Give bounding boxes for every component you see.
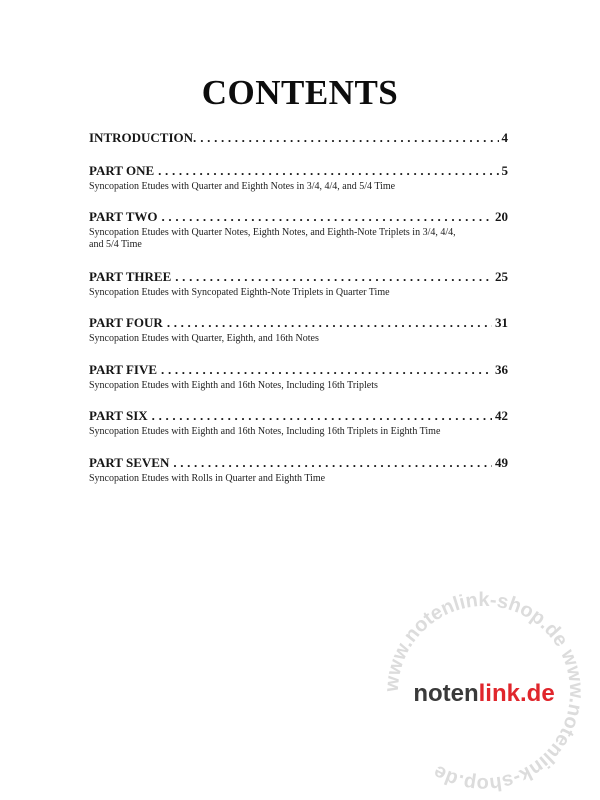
- dot-leader: [167, 315, 492, 331]
- dot-leader: [173, 455, 492, 471]
- dot-leader: [152, 408, 492, 424]
- toc-entry-part-six[interactable]: [89, 408, 508, 438]
- dot-leader: [158, 163, 498, 179]
- watermark-stamp: [372, 570, 600, 800]
- toc-entry-description: Syncopation Etudes with Quarter Notes, Eighth Notes, and Eighth-Note Triplets in 3/4, 4/4, and 5/4 Time: [89, 227, 456, 250]
- watermark-center-text: [413, 680, 554, 707]
- toc-entry-description: Syncopation Etudes with Eighth and 16th Notes, Including 16th Triplets in Eighth Time: [89, 426, 441, 437]
- toc-entry-page: 4: [501, 130, 508, 145]
- toc-entry-introduction[interactable]: [89, 130, 508, 146]
- toc-entry-title: PART THREE: [89, 269, 172, 284]
- toc-entry-page: 20: [495, 209, 508, 224]
- toc-entry-title: PART ONE: [89, 163, 155, 178]
- toc-entry-page: 25: [495, 269, 508, 284]
- toc-entry-part-four[interactable]: [89, 315, 508, 345]
- page-title: CONTENTS: [201, 73, 399, 112]
- watermark-ring-text: www.notenlink-shop.de www.notenlink-shop.de: [380, 588, 588, 796]
- dot-leader: [175, 269, 492, 285]
- toc-entry-title: PART SIX: [89, 408, 148, 423]
- dot-leader: [162, 209, 492, 225]
- toc-entry-page: 49: [495, 455, 508, 470]
- watermark-center-text-part2: link.de: [478, 680, 555, 707]
- toc-entry-description: Syncopation Etudes with Rolls in Quarter and Eighth Time: [89, 473, 326, 484]
- toc-entry-title: PART FIVE: [89, 362, 158, 377]
- toc-entry-part-one[interactable]: [89, 163, 508, 193]
- toc-entry-description: Syncopation Etudes with Quarter and Eighth Notes in 3/4, 4/4, and 5/4 Time: [89, 181, 396, 192]
- toc-entry-page: 5: [501, 163, 508, 178]
- toc-entry-page: 36: [495, 362, 508, 377]
- dot-leader: [200, 130, 498, 146]
- dot-leader: [161, 362, 492, 378]
- toc-entry-title: PART SEVEN: [89, 455, 170, 470]
- toc-entry-page: 42: [495, 408, 508, 423]
- toc-entry-title: PART FOUR: [89, 315, 163, 330]
- watermark-center-text-part1: noten: [413, 680, 479, 707]
- toc-entry-description: Syncopation Etudes with Eighth and 16th Notes, Including 16th Triplets: [89, 380, 378, 391]
- toc-entry-title: PART TWO: [89, 209, 158, 224]
- toc-entry-part-three[interactable]: [89, 269, 508, 299]
- toc-entry-page: 31: [495, 315, 508, 330]
- watermark-graphic: [372, 570, 600, 800]
- toc-entry-description: Syncopation Etudes with Syncopated Eighth-Note Triplets in Quarter Time: [89, 287, 390, 298]
- toc-entry-part-seven[interactable]: [89, 455, 508, 485]
- toc-entry-title: INTRODUCTION.: [89, 130, 197, 145]
- toc-entry-description: Syncopation Etudes with Quarter, Eighth, and 16th Notes: [89, 333, 319, 344]
- toc-entry-part-two[interactable]: [89, 209, 508, 251]
- toc-entry-part-five[interactable]: [89, 362, 508, 392]
